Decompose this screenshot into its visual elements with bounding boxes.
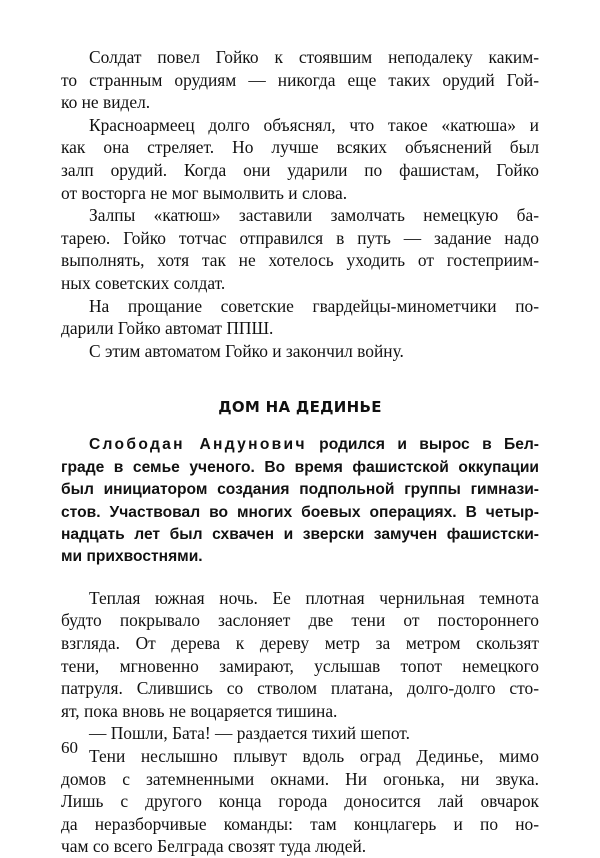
book-page	[61, 46, 539, 858]
page-number: 60	[61, 738, 78, 757]
text-line: домов с затемненными окнами. Ни огонька, ни звука.	[61, 768, 539, 789]
text-line: патруля. Слившись со стволом платана, долго-долго сто-	[61, 678, 539, 699]
paragraph	[61, 46, 539, 114]
text-line: как она стреляет. Но лучше всяких объяснений был	[61, 137, 539, 158]
text-line: ят, пока вновь не воцаряется тишина.	[61, 700, 338, 721]
chapter-title: ДОМ НА ДЕДИНЬЕ	[218, 398, 382, 417]
text-line: С этим автоматом Гойко и закончил войну.	[89, 340, 404, 361]
text-line: выполнять, хотя так не хотелось уходить от гостеприим-	[61, 250, 539, 271]
text-line	[61, 434, 539, 456]
text-line: Солдат повел Гойко к стоявшим неподалеку каким-	[89, 47, 539, 67]
section-1	[61, 46, 539, 362]
text-line: Залпы «катюш» заставили замолчать немецкую ба-	[89, 205, 539, 226]
text-line: был инициатором создания подпольной группы гимнази-	[61, 481, 539, 499]
text-line: чам со всего Белграда свозят туда людей.	[61, 836, 367, 857]
bio-line-rest: родился и вырос в Бел-	[306, 436, 539, 454]
paragraph	[61, 587, 539, 723]
text-line: то странным орудиям — никогда еще таких орудий Гой-	[61, 69, 539, 90]
text-line: тени, мгновенно замирают, услышав топот немецкого	[61, 655, 539, 676]
text-line: ных советских солдат.	[61, 272, 226, 293]
text-line: На прощание советские гвардейцы-минометчики по-	[89, 295, 539, 316]
paragraph	[61, 340, 539, 363]
text-line: да неразборчивые команды: там концлагерь и по но-	[61, 813, 539, 834]
text-line: тарею. Гойко тотчас отправился в путь — задание надо	[61, 227, 539, 248]
text-line: Теплая южная ночь. Ее плотная чернильная темнота	[89, 587, 539, 608]
text-line: ко не видел.	[61, 92, 151, 113]
text-line: будто покрывало заслоняет две тени от постороннего	[61, 610, 539, 631]
text-line: Тени неслышно плывут вдоль оград Дединье, мимо	[89, 745, 539, 766]
author-bio	[61, 434, 539, 568]
text-line: дарили Гойко автомат ППШ.	[61, 318, 274, 339]
section-2	[61, 587, 539, 858]
paragraph	[61, 295, 539, 340]
text-line: ми прихвостнями.	[61, 548, 203, 566]
text-line: взгляда. От дерева к дереву метр за метром скользят	[61, 632, 539, 653]
paragraph	[61, 204, 539, 294]
paragraph	[61, 114, 539, 204]
text-line: залп орудий. Когда они ударили по фашистам, Гойко	[61, 159, 539, 180]
paragraph	[61, 722, 539, 745]
text-line: граде в семье ученого. Во время фашистской оккупации	[61, 458, 539, 476]
text-line: Лишь с другого конца города доносится лай овчарок	[61, 791, 539, 812]
text-line: Красноармеец долго объяснял, что такое «катюша» и	[89, 114, 539, 135]
text-line: — Пошли, Бата! — раздается тихий шепот.	[89, 723, 410, 744]
text-line: от восторга не мог вымолвить и слова.	[61, 182, 348, 203]
text-line: стов. Участвовал во многих боевых операциях. В четыр-	[61, 503, 539, 521]
paragraph	[61, 745, 539, 858]
text-line: надцать лет был схвачен и зверски замучен фашистски-	[61, 525, 539, 543]
bio-name: Слободан Андунович	[89, 436, 307, 454]
